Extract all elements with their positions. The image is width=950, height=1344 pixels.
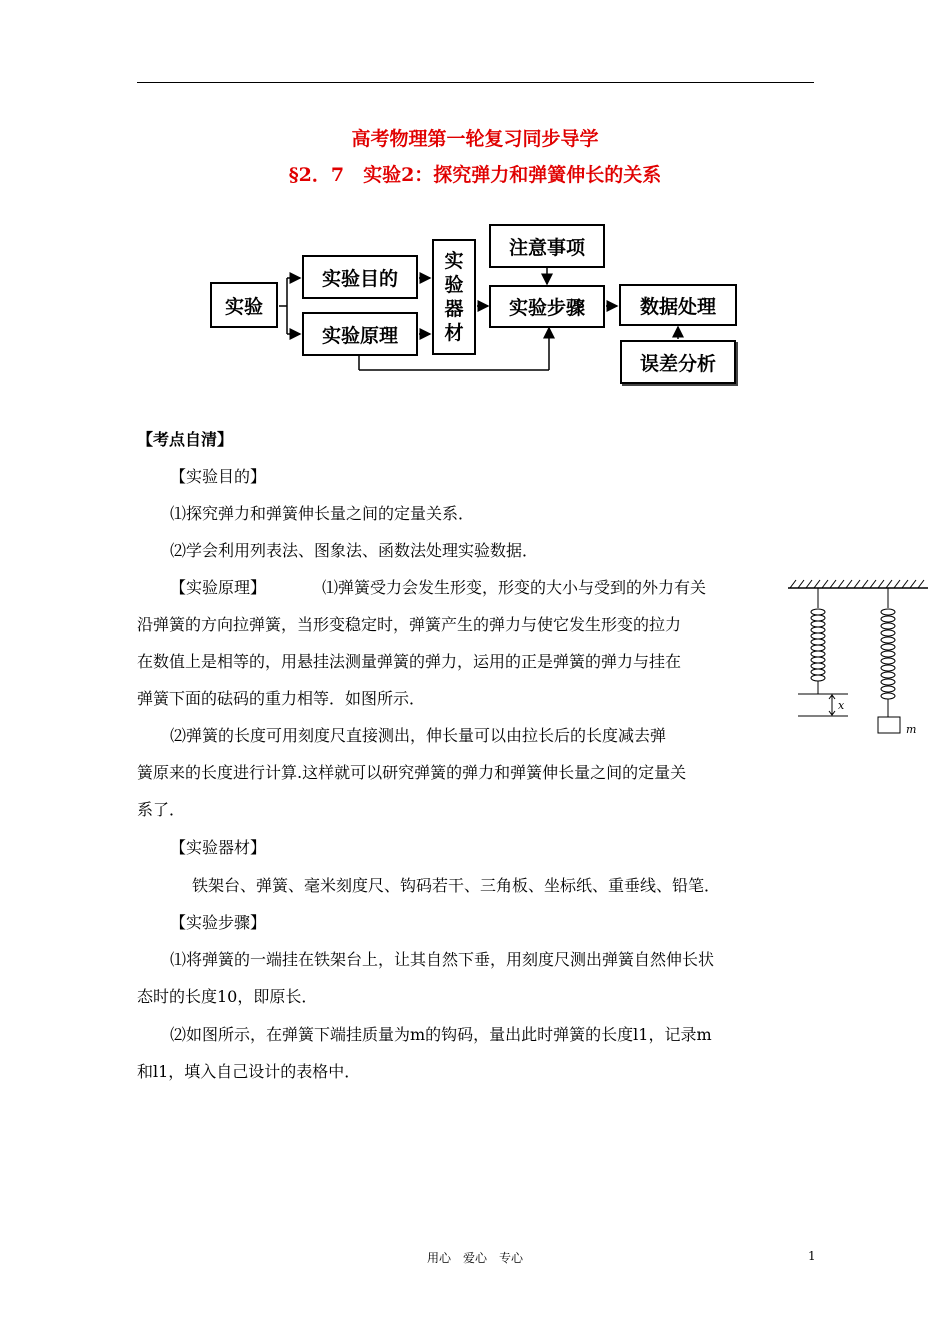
doc-subtitle: §2．7 实验2：探究弹力和弹簧伸长的关系: [288, 164, 662, 186]
step-1-line-a: ⑴将弹簧的一端挂在铁架台上，让其自然下垂，用刻度尺测出弹簧自然伸长状: [170, 950, 715, 969]
equipment-char-4: 材: [444, 322, 464, 344]
box-steps: 实验步骤: [489, 285, 605, 328]
doc-title: 高考物理第一轮复习同步导学: [351, 128, 599, 150]
purpose-item-2: ⑵学会利用列表法、图象法、函数法处理实验数据．: [170, 541, 539, 560]
box-data-processing: 数据处理: [619, 284, 737, 326]
page-number: 1: [808, 1249, 816, 1263]
equipment-heading: 【实验器材】: [170, 838, 267, 857]
box-experiment: 实验: [210, 282, 278, 328]
principle-line-1d: 弹簧下面的砝码的重力相等．如图所示．: [137, 689, 426, 708]
principle-line-2b: 簧原来的长度进行计算.这样就可以研究弹簧的弹力和弹簧伸长量之间的定量关: [137, 763, 687, 782]
equipment-char-2: 验: [444, 274, 464, 296]
principle-line-2a: ⑵弹簧的长度可用刻度尺直接测出，伸长量可以由拉长后的长度减去弹: [170, 726, 667, 745]
equipment-list: 铁架台、弹簧、毫米刻度尺、钩码若干、三角板、坐标纸、重垂线、铅笔．: [192, 876, 721, 895]
purpose-item-1: ⑴探究弹力和弹簧伸长量之间的定量关系．: [170, 504, 475, 523]
header-rule: [137, 82, 814, 83]
footer-motto: 用心 爱心 专心: [426, 1251, 523, 1265]
spring-diagram: [784, 578, 934, 743]
principle-line-2c: 系了．: [137, 800, 186, 819]
box-equipment: [432, 239, 476, 355]
box-notes: 注意事项: [489, 224, 605, 268]
m-label: m: [906, 723, 917, 736]
equipment-char-1: 实: [444, 250, 464, 272]
section-title: 【考点自清】: [137, 430, 234, 449]
spring-figure: [784, 578, 934, 747]
principle-line-1b: 沿弹簧的方向拉弹簧，当形变稳定时，弹簧产生的弹力与使它发生形变的拉力: [137, 615, 682, 634]
step-2-line-b: 和l1，填入自己设计的表格中．: [137, 1062, 361, 1081]
principle-line-1c: 在数值上是相等的，用悬挂法测量弹簧的弹力，运用的正是弹簧的弹力与挂在: [137, 652, 682, 671]
principle-heading: 【实验原理】: [170, 578, 267, 597]
weight-block: [878, 717, 900, 733]
x-label: x: [838, 699, 845, 712]
equipment-char-3: 器: [444, 298, 464, 320]
box-error-analysis: 误差分析: [620, 340, 736, 384]
principle-line-1a: ⑴弹簧受力会发生形变，形变的大小与受到的外力有关: [322, 578, 707, 597]
box-principle: 实验原理: [302, 312, 418, 356]
steps-heading: 【实验步骤】: [170, 913, 267, 932]
purpose-heading: 【实验目的】: [170, 467, 267, 486]
step-2-line-a: ⑵如图所示，在弹簧下端挂质量为m的钩码，量出此时弹簧的长度l1，记录m: [170, 1025, 712, 1044]
box-purpose: 实验目的: [302, 255, 418, 299]
step-1-line-b: 态时的长度10，即原长．: [137, 987, 318, 1006]
